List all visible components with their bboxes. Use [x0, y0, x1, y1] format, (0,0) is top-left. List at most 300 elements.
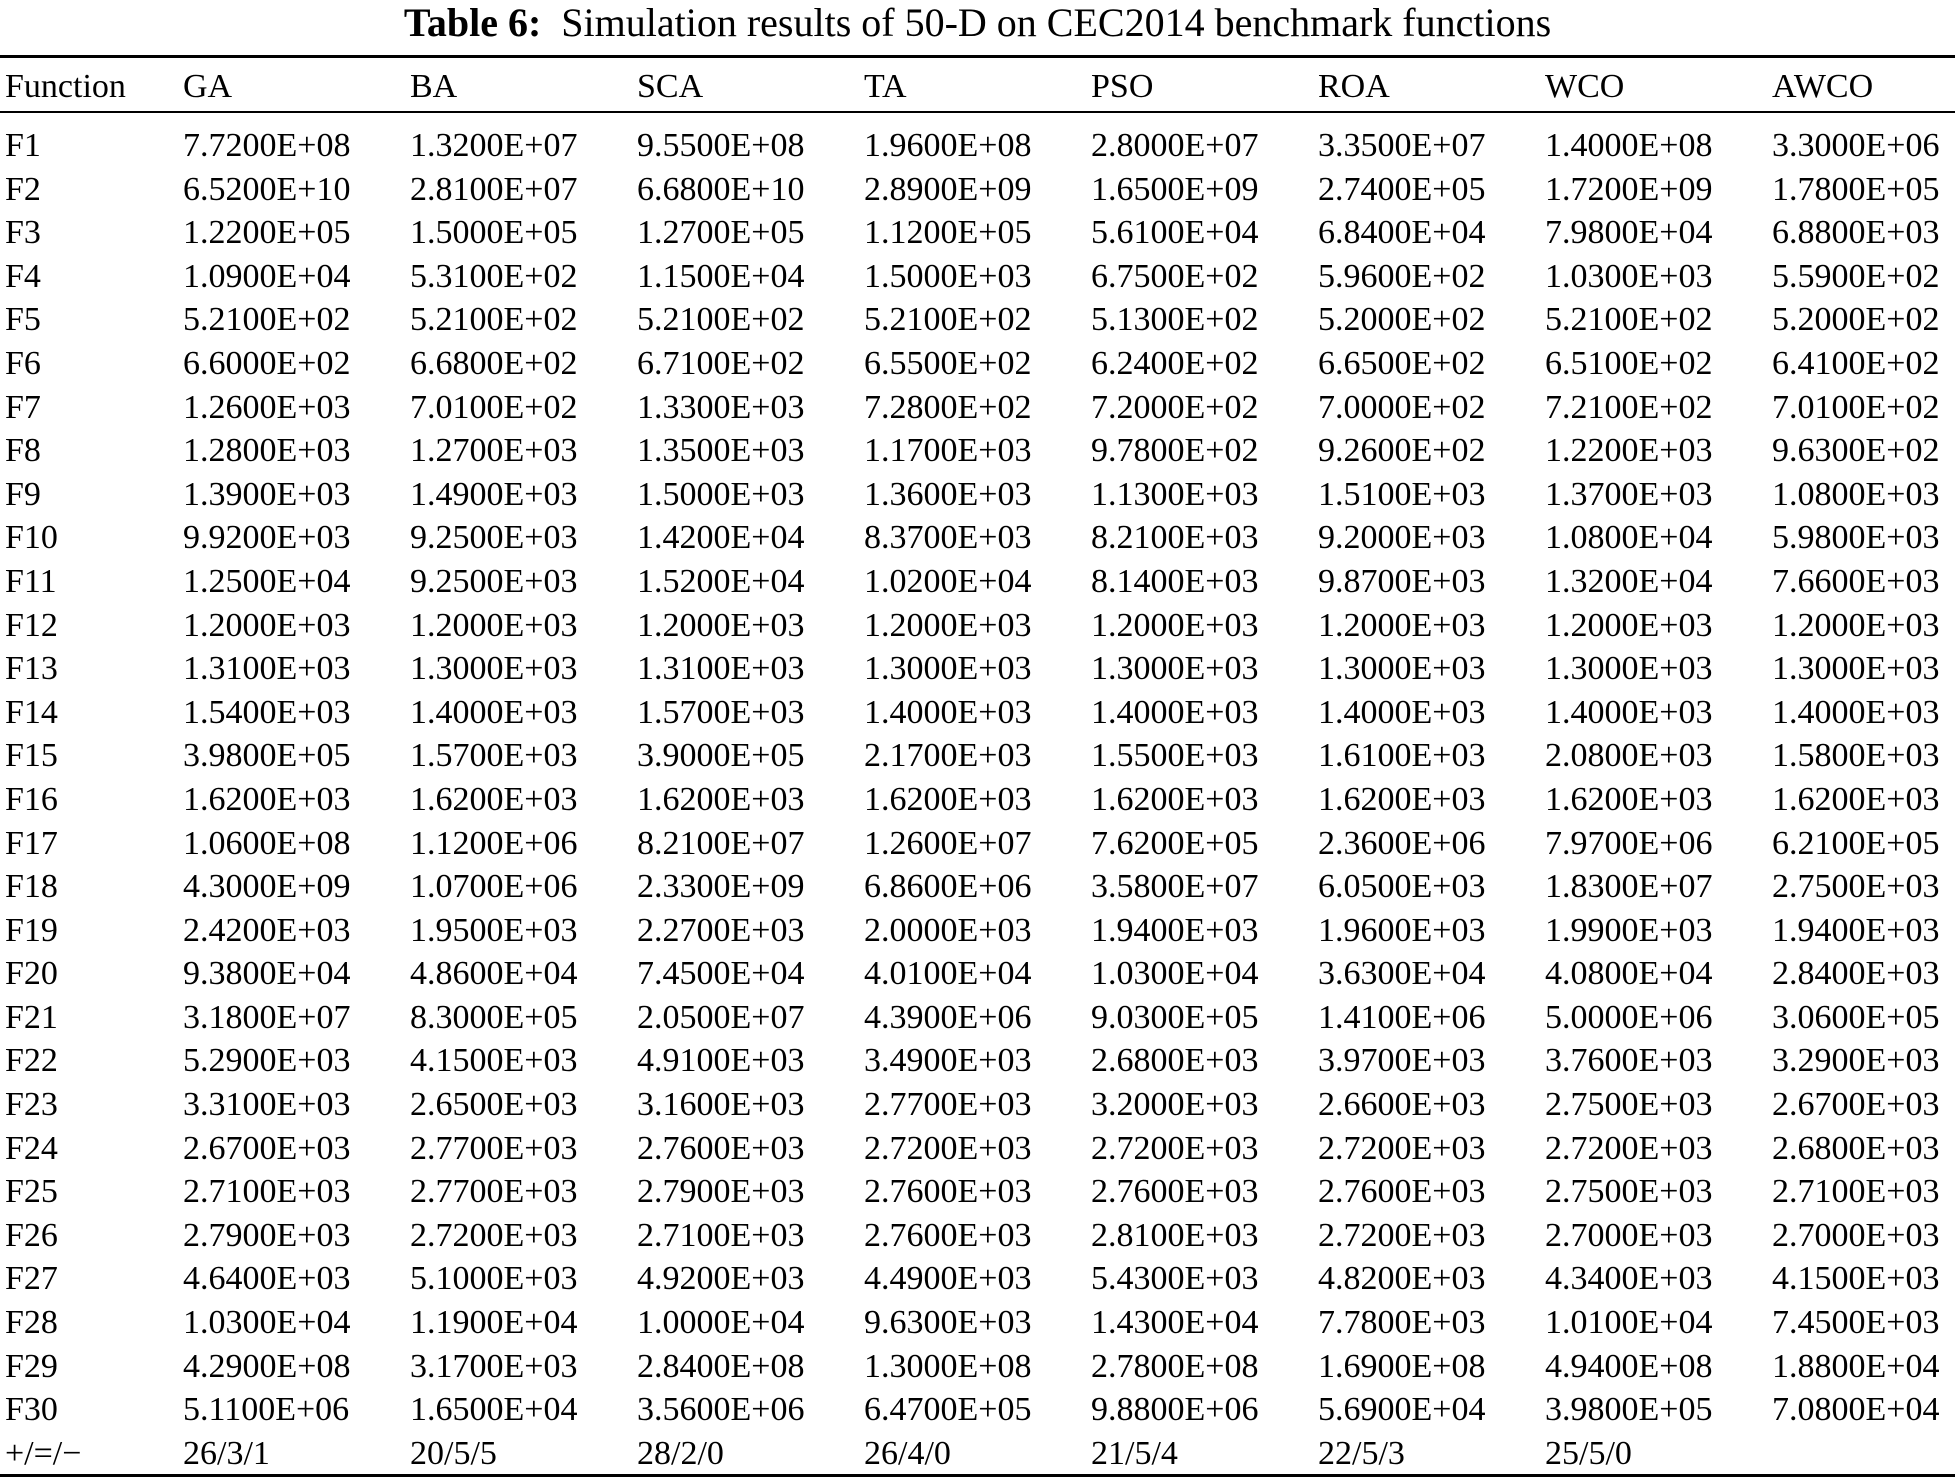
value-cell: 1.4000E+08: [1545, 127, 1713, 164]
value-cell: 7.0000E+02: [1318, 388, 1486, 426]
value-cell: 2.7600E+03: [864, 1173, 1032, 1211]
value-cell: 5.2000E+02: [1318, 301, 1486, 339]
value-cell: 1.5000E+03: [864, 257, 1032, 295]
value-cell: 1.9600E+03: [1318, 911, 1486, 949]
table-row: [0, 996, 1955, 1040]
column-header: PSO: [1091, 68, 1154, 105]
table-row: [0, 865, 1955, 909]
value-cell: 1.2700E+03: [410, 432, 578, 470]
value-cell: 1.0800E+03: [1772, 475, 1940, 513]
value-cell: 2.3600E+06: [1318, 824, 1486, 862]
value-cell: 7.2800E+02: [864, 388, 1032, 426]
value-cell: 3.6300E+04: [1318, 955, 1486, 993]
value-cell: 2.6800E+03: [1091, 1042, 1259, 1080]
value-cell: 6.6000E+02: [183, 344, 351, 382]
value-cell: 2.6700E+03: [1772, 1086, 1940, 1124]
value-cell: 1.0300E+04: [183, 1304, 351, 1342]
value-cell: 2.7600E+03: [864, 1216, 1032, 1254]
value-cell: 1.8800E+04: [1772, 1347, 1940, 1385]
row-label-cell: F8: [5, 432, 41, 470]
value-cell: 1.6200E+03: [1772, 780, 1940, 818]
value-cell: 1.4000E+03: [1772, 693, 1940, 731]
column-header: TA: [864, 68, 907, 105]
value-cell: 26/3/1: [183, 1434, 270, 1472]
table-row: [0, 168, 1955, 212]
table-row: [0, 1170, 1955, 1214]
value-cell: 5.1300E+02: [1091, 301, 1259, 339]
column-header: BA: [410, 68, 458, 105]
value-cell: 1.6100E+03: [1318, 737, 1486, 775]
value-cell: 9.6300E+03: [864, 1304, 1032, 1342]
value-cell: 1.3900E+03: [183, 475, 351, 513]
value-cell: 1.5700E+03: [637, 693, 805, 731]
value-cell: 1.6200E+03: [864, 780, 1032, 818]
row-label-cell: F7: [5, 388, 41, 426]
value-cell: 1.6200E+03: [410, 780, 578, 818]
value-cell: 2.7200E+03: [410, 1216, 578, 1254]
value-cell: 6.6500E+02: [1318, 344, 1486, 382]
row-label-cell: F22: [5, 1042, 58, 1080]
value-cell: 2.7600E+03: [637, 1129, 805, 1167]
value-cell: 4.4900E+03: [864, 1260, 1032, 1298]
value-cell: 1.6200E+03: [637, 780, 805, 818]
value-cell: 20/5/5: [410, 1434, 497, 1472]
value-cell: 7.6200E+05: [1091, 824, 1259, 862]
value-cell: 2.7100E+03: [183, 1173, 351, 1211]
table-body: [0, 108, 1955, 1475]
table-row: [0, 342, 1955, 386]
value-cell: 9.2500E+03: [410, 562, 578, 600]
value-cell: 1.5200E+04: [637, 562, 805, 600]
value-cell: 2.0800E+03: [1545, 737, 1713, 775]
value-cell: 1.6200E+03: [1318, 780, 1486, 818]
value-cell: 9.2600E+02: [1318, 432, 1486, 470]
value-cell: 3.3500E+07: [1318, 127, 1486, 164]
value-cell: 1.0000E+04: [637, 1304, 805, 1342]
table-row: [0, 691, 1955, 735]
value-cell: 8.2100E+03: [1091, 519, 1259, 557]
value-cell: 7.4500E+03: [1772, 1304, 1940, 1342]
value-cell: 2.7200E+03: [864, 1129, 1032, 1167]
value-cell: 1.3000E+03: [1545, 650, 1713, 688]
value-cell: 1.3200E+04: [1545, 562, 1713, 600]
value-cell: 1.6500E+09: [1091, 170, 1259, 208]
value-cell: 6.0500E+03: [1318, 868, 1486, 906]
row-label-cell: F3: [5, 214, 41, 252]
table-row: [0, 647, 1955, 691]
value-cell: 2.7900E+03: [637, 1173, 805, 1211]
value-cell: 3.1700E+03: [410, 1347, 578, 1385]
value-cell: 2.8400E+03: [1772, 955, 1940, 993]
value-cell: 5.1000E+03: [410, 1260, 578, 1298]
value-cell: 3.1600E+03: [637, 1086, 805, 1124]
row-label-cell: F5: [5, 301, 41, 339]
value-cell: 2.7100E+03: [637, 1216, 805, 1254]
summary-row: [0, 1432, 1955, 1476]
table-top-rule: [0, 55, 1955, 58]
value-cell: 2.6500E+03: [410, 1086, 578, 1124]
table-row: [0, 1257, 1955, 1301]
value-cell: 3.5600E+06: [637, 1391, 805, 1429]
value-cell: 1.2600E+03: [183, 388, 351, 426]
table-row: [0, 778, 1955, 822]
value-cell: [1772, 1432, 1955, 1476]
value-cell: 1.9400E+03: [1772, 911, 1940, 949]
value-cell: 6.8800E+03: [1772, 214, 1940, 252]
table-row: [0, 124, 1955, 168]
row-label-cell: F10: [5, 519, 58, 557]
value-cell: 1.0600E+08: [183, 824, 351, 862]
value-cell: 4.8200E+03: [1318, 1260, 1486, 1298]
value-cell: 1.3000E+03: [410, 650, 578, 688]
row-label-cell: F11: [5, 562, 57, 600]
value-cell: 1.1900E+04: [410, 1304, 578, 1342]
table-row: [0, 386, 1955, 430]
row-label-cell: F15: [5, 737, 58, 775]
column-header: WCO: [1545, 68, 1625, 105]
column-header: SCA: [637, 68, 704, 105]
value-cell: 2.7000E+03: [1772, 1216, 1940, 1254]
value-cell: 2.8000E+07: [1091, 127, 1259, 164]
value-cell: 1.2000E+03: [1772, 606, 1940, 644]
row-label-cell: F28: [5, 1304, 58, 1342]
value-cell: 2.7500E+03: [1545, 1173, 1713, 1211]
value-cell: 3.7600E+03: [1545, 1042, 1713, 1080]
value-cell: 1.2200E+05: [183, 214, 351, 252]
table-row: [0, 560, 1955, 604]
value-cell: 6.5500E+02: [864, 344, 1032, 382]
value-cell: 1.2700E+05: [637, 214, 805, 252]
value-cell: 5.0000E+06: [1545, 998, 1713, 1036]
value-cell: 4.9100E+03: [637, 1042, 805, 1080]
value-cell: 1.3000E+03: [864, 650, 1032, 688]
value-cell: 9.0300E+05: [1091, 998, 1259, 1036]
value-cell: 5.2900E+03: [183, 1042, 351, 1080]
value-cell: 1.2800E+03: [183, 432, 351, 470]
value-cell: 2.7200E+03: [1545, 1129, 1713, 1167]
value-cell: 2.2700E+03: [637, 911, 805, 949]
value-cell: 7.7200E+08: [183, 127, 351, 164]
row-label-cell: F30: [5, 1391, 58, 1429]
value-cell: 5.9600E+02: [1318, 257, 1486, 295]
value-cell: 2.7500E+03: [1772, 868, 1940, 906]
value-cell: 5.9800E+03: [1772, 519, 1940, 557]
value-cell: 9.2500E+03: [410, 519, 578, 557]
value-cell: 3.1800E+07: [183, 998, 351, 1036]
value-cell: 21/5/4: [1091, 1434, 1178, 1472]
value-cell: 3.4900E+03: [864, 1042, 1032, 1080]
value-cell: 2.8100E+03: [1091, 1216, 1259, 1254]
row-label-cell: F21: [5, 998, 58, 1036]
table-header-row: [0, 65, 1955, 108]
value-cell: 9.7800E+02: [1091, 432, 1259, 470]
value-cell: 2.1700E+03: [864, 737, 1032, 775]
value-cell: 5.5900E+02: [1772, 257, 1940, 295]
row-label-cell: F4: [5, 257, 41, 295]
value-cell: 2.7200E+03: [1318, 1216, 1486, 1254]
value-cell: 1.7800E+05: [1772, 170, 1940, 208]
value-cell: 8.3700E+03: [864, 519, 1032, 557]
row-label-cell: F2: [5, 170, 41, 208]
value-cell: 1.3000E+03: [1091, 650, 1259, 688]
value-cell: 1.0300E+04: [1091, 955, 1259, 993]
value-cell: 1.3500E+03: [637, 432, 805, 470]
value-cell: 3.5800E+07: [1091, 868, 1259, 906]
value-cell: 2.7700E+03: [410, 1129, 578, 1167]
value-cell: 1.4000E+03: [1318, 693, 1486, 731]
value-cell: 1.6200E+03: [1091, 780, 1259, 818]
value-cell: 5.3100E+02: [410, 257, 578, 295]
value-cell: 2.7700E+03: [410, 1173, 578, 1211]
value-cell: 1.1200E+06: [410, 824, 578, 862]
table-row: [0, 211, 1955, 255]
value-cell: 1.0900E+04: [183, 257, 351, 295]
value-cell: 7.2100E+02: [1545, 388, 1713, 426]
value-cell: 4.1500E+03: [410, 1042, 578, 1080]
table-row: [0, 1214, 1955, 1258]
row-label-cell: F14: [5, 693, 58, 731]
value-cell: 1.9900E+03: [1545, 911, 1713, 949]
value-cell: 2.7200E+03: [1091, 1129, 1259, 1167]
row-label-cell: +/=/−: [5, 1434, 82, 1472]
value-cell: 6.7100E+02: [637, 344, 805, 382]
table-row: [0, 1127, 1955, 1171]
value-cell: 2.7400E+05: [1318, 170, 1486, 208]
value-cell: 1.2200E+03: [1545, 432, 1713, 470]
value-cell: 2.8900E+09: [864, 170, 1032, 208]
value-cell: 5.2100E+02: [410, 301, 578, 339]
value-cell: 7.2000E+02: [1091, 388, 1259, 426]
value-cell: 1.1200E+05: [864, 214, 1032, 252]
value-cell: 22/5/3: [1318, 1434, 1405, 1472]
value-cell: 3.2900E+03: [1772, 1042, 1940, 1080]
table-row: [0, 516, 1955, 560]
value-cell: 2.8400E+08: [637, 1347, 805, 1385]
row-label-cell: F23: [5, 1086, 58, 1124]
value-cell: 6.2100E+05: [1772, 824, 1940, 862]
value-cell: 7.9800E+04: [1545, 214, 1713, 252]
value-cell: 1.2600E+07: [864, 824, 1032, 862]
row-label-cell: F13: [5, 650, 58, 688]
row-label-cell: F27: [5, 1260, 58, 1298]
value-cell: 26/4/0: [864, 1434, 951, 1472]
value-cell: 1.6200E+03: [183, 780, 351, 818]
value-cell: 3.9700E+03: [1318, 1042, 1486, 1080]
value-cell: 1.3700E+03: [1545, 475, 1713, 513]
value-cell: 9.2000E+03: [1318, 519, 1486, 557]
value-cell: 6.7500E+02: [1091, 257, 1259, 295]
value-cell: 6.5200E+10: [183, 170, 351, 208]
value-cell: 2.6600E+03: [1318, 1086, 1486, 1124]
value-cell: 9.6300E+02: [1772, 432, 1940, 470]
value-cell: 9.9200E+03: [183, 519, 351, 557]
value-cell: 7.7800E+03: [1318, 1304, 1486, 1342]
value-cell: 1.4000E+03: [1545, 693, 1713, 731]
value-cell: 6.4700E+05: [864, 1391, 1032, 1429]
value-cell: 3.9000E+05: [637, 737, 805, 775]
value-cell: 2.7600E+03: [1091, 1173, 1259, 1211]
table-row: [0, 822, 1955, 866]
value-cell: 6.8400E+04: [1318, 214, 1486, 252]
value-cell: 1.5700E+03: [410, 737, 578, 775]
row-label-cell: F17: [5, 824, 58, 862]
value-cell: 4.8600E+04: [410, 955, 578, 993]
row-label-cell: F1: [5, 127, 41, 164]
value-cell: 2.7000E+03: [1545, 1216, 1713, 1254]
value-cell: 1.2500E+04: [183, 562, 351, 600]
value-cell: 1.0800E+04: [1545, 519, 1713, 557]
value-cell: 4.3400E+03: [1545, 1260, 1713, 1298]
table-row: [0, 473, 1955, 517]
row-label-cell: F19: [5, 911, 58, 949]
value-cell: 2.4200E+03: [183, 911, 351, 949]
table-caption-label: Table 6:: [403, 0, 542, 45]
value-cell: 1.1500E+04: [637, 257, 805, 295]
value-cell: 8.1400E+03: [1091, 562, 1259, 600]
header-spacer: [0, 108, 1955, 124]
value-cell: 1.3000E+08: [864, 1347, 1032, 1385]
value-cell: 6.6800E+02: [410, 344, 578, 382]
value-cell: 4.9200E+03: [637, 1260, 805, 1298]
value-cell: 2.7900E+03: [183, 1216, 351, 1254]
value-cell: 3.3100E+03: [183, 1086, 351, 1124]
value-cell: 7.9700E+06: [1545, 824, 1713, 862]
table-row: [0, 255, 1955, 299]
value-cell: 1.3100E+03: [183, 650, 351, 688]
table-caption: [0, 0, 1955, 45]
value-cell: 5.1100E+06: [183, 1391, 350, 1429]
value-cell: 1.4000E+03: [1091, 693, 1259, 731]
value-cell: 9.8700E+03: [1318, 562, 1486, 600]
value-cell: 1.3100E+03: [637, 650, 805, 688]
value-cell: 1.5400E+03: [183, 693, 351, 731]
column-header: Function: [5, 68, 126, 105]
value-cell: 1.3200E+07: [410, 127, 578, 164]
value-cell: 2.0500E+07: [637, 998, 805, 1036]
value-cell: 1.5000E+05: [410, 214, 578, 252]
value-cell: 5.6900E+04: [1318, 1391, 1486, 1429]
value-cell: 1.3300E+03: [637, 388, 805, 426]
value-cell: 1.0200E+04: [864, 562, 1032, 600]
table-row: [0, 1345, 1955, 1389]
value-cell: 1.4300E+04: [1091, 1304, 1259, 1342]
value-cell: 1.5000E+03: [637, 475, 805, 513]
value-cell: 2.3300E+09: [637, 868, 805, 906]
row-label-cell: F25: [5, 1173, 58, 1211]
value-cell: 1.4100E+06: [1318, 998, 1486, 1036]
value-cell: 4.2900E+08: [183, 1347, 351, 1385]
value-cell: 1.2000E+03: [1318, 606, 1486, 644]
value-cell: 1.3000E+03: [1772, 650, 1940, 688]
table-row: [0, 429, 1955, 473]
value-cell: 7.4500E+04: [637, 955, 805, 993]
table-row: [0, 1039, 1955, 1083]
value-cell: 9.3800E+04: [183, 955, 351, 993]
row-label-cell: F6: [5, 344, 41, 382]
value-cell: 1.9600E+08: [864, 127, 1032, 164]
value-cell: 6.6800E+10: [637, 170, 805, 208]
table-row: [0, 909, 1955, 953]
table-row: [0, 298, 1955, 342]
value-cell: 5.2000E+02: [1772, 301, 1940, 339]
value-cell: 1.6900E+08: [1318, 1347, 1486, 1385]
value-cell: 5.2100E+02: [864, 301, 1032, 339]
value-cell: 3.9800E+05: [183, 737, 351, 775]
value-cell: 1.2000E+03: [410, 606, 578, 644]
value-cell: 6.8600E+06: [864, 868, 1032, 906]
value-cell: 1.5800E+03: [1772, 737, 1940, 775]
value-cell: 1.4000E+03: [410, 693, 578, 731]
value-cell: 2.7600E+03: [1318, 1173, 1486, 1211]
value-cell: 9.8800E+06: [1091, 1391, 1259, 1429]
value-cell: 7.0100E+02: [1772, 388, 1940, 426]
value-cell: 1.9500E+03: [410, 911, 578, 949]
value-cell: 2.7200E+03: [1318, 1129, 1486, 1167]
value-cell: 4.0100E+04: [864, 955, 1032, 993]
value-cell: 7.0100E+02: [410, 388, 578, 426]
value-cell: 1.8300E+07: [1545, 868, 1713, 906]
table-row: [0, 1301, 1955, 1345]
value-cell: 5.2100E+02: [1545, 301, 1713, 339]
row-label-cell: F16: [5, 780, 58, 818]
value-cell: 8.3000E+05: [410, 998, 578, 1036]
value-cell: 1.0300E+03: [1545, 257, 1713, 295]
value-cell: 1.7200E+09: [1545, 170, 1713, 208]
value-cell: 2.8100E+07: [410, 170, 578, 208]
value-cell: 4.6400E+03: [183, 1260, 351, 1298]
value-cell: 1.3000E+03: [1318, 650, 1486, 688]
table-row: [0, 734, 1955, 778]
value-cell: 5.4300E+03: [1091, 1260, 1259, 1298]
value-cell: 4.0800E+04: [1545, 955, 1713, 993]
value-cell: 6.2400E+02: [1091, 344, 1259, 382]
value-cell: 6.4100E+02: [1772, 344, 1940, 382]
value-cell: 2.7100E+03: [1772, 1173, 1940, 1211]
table-row: [0, 952, 1955, 996]
value-cell: 1.0100E+04: [1545, 1304, 1713, 1342]
value-cell: 25/5/0: [1545, 1434, 1632, 1472]
row-label-cell: F24: [5, 1129, 58, 1167]
column-header: ROA: [1318, 68, 1390, 105]
results-table: [0, 65, 1955, 1475]
row-label-cell: F26: [5, 1216, 58, 1254]
value-cell: 3.2000E+03: [1091, 1086, 1259, 1124]
table-row: [0, 604, 1955, 648]
value-cell: 2.7700E+03: [864, 1086, 1032, 1124]
value-cell: 1.2000E+03: [864, 606, 1032, 644]
value-cell: 5.2100E+02: [637, 301, 805, 339]
value-cell: 1.2000E+03: [637, 606, 805, 644]
value-cell: 4.3000E+09: [183, 868, 351, 906]
value-cell: 1.9400E+03: [1091, 911, 1259, 949]
value-cell: 4.3900E+06: [864, 998, 1032, 1036]
value-cell: 2.0000E+03: [864, 911, 1032, 949]
value-cell: 1.2000E+03: [183, 606, 351, 644]
table-caption-text: Simulation results of 50-D on CEC2014 benchmark functions: [561, 0, 1552, 45]
value-cell: 2.7800E+08: [1091, 1347, 1259, 1385]
value-cell: 4.9400E+08: [1545, 1347, 1713, 1385]
value-cell: 1.1300E+03: [1091, 475, 1259, 513]
value-cell: 3.9800E+05: [1545, 1391, 1713, 1429]
table-row: [0, 1388, 1955, 1432]
row-label-cell: F12: [5, 606, 58, 644]
value-cell: 2.7500E+03: [1545, 1086, 1713, 1124]
value-cell: 3.0600E+05: [1772, 998, 1940, 1036]
value-cell: 1.4200E+04: [637, 519, 805, 557]
value-cell: 1.5100E+03: [1318, 475, 1486, 513]
table-row: [0, 1083, 1955, 1127]
value-cell: 2.6800E+03: [1772, 1129, 1940, 1167]
